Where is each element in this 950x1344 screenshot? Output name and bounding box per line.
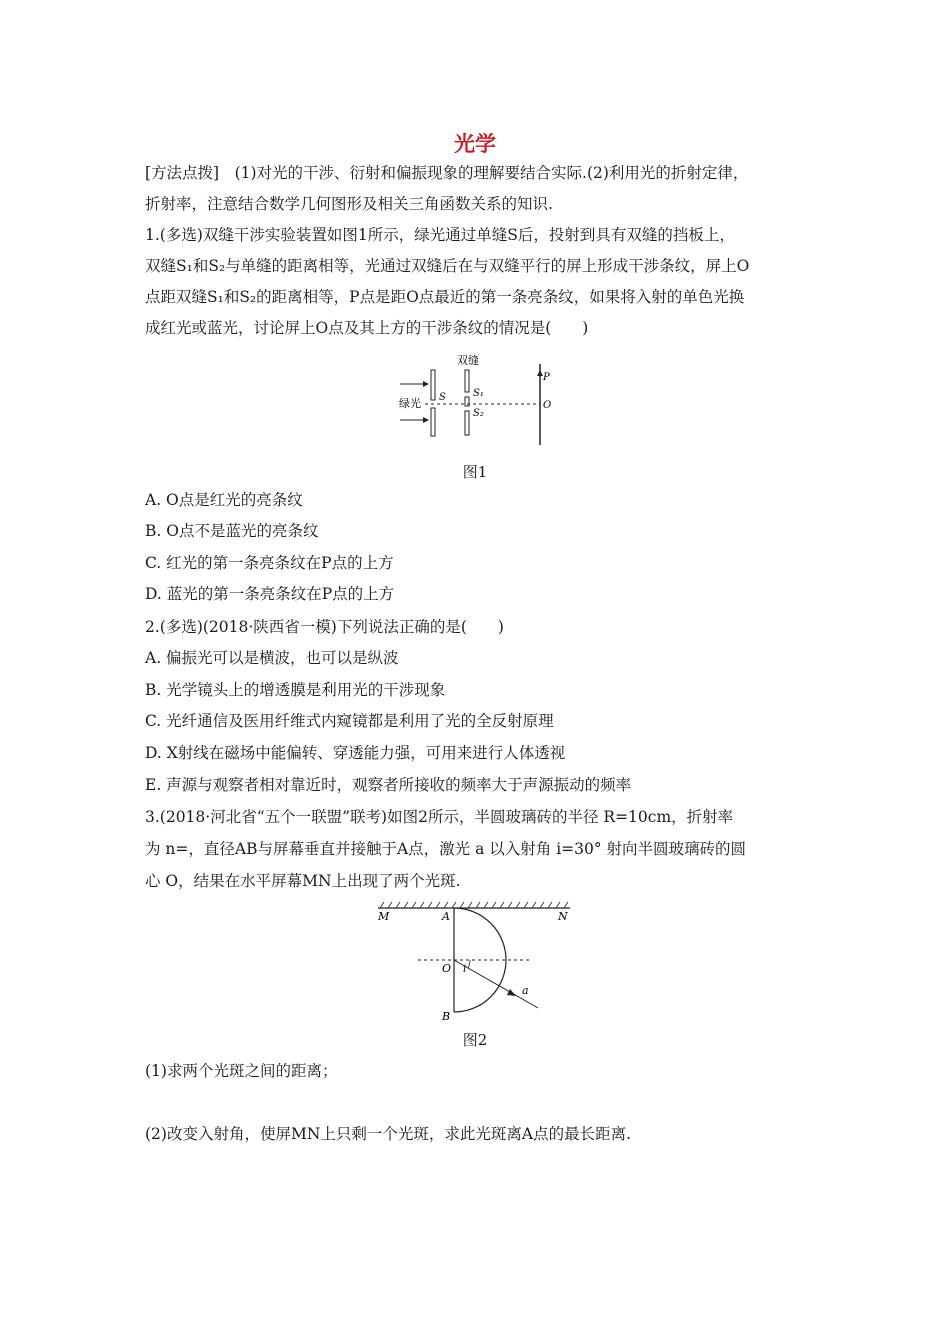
q3-sub-question-2: (2)改变入射角，使屏MN上只剩一个光斑，求此光斑离A点的最长距离. [145,1125,632,1143]
q1-stem-line-4: 成红光或蓝光，讨论屏上O点及其上方的干涉条纹的情况是( ) [145,319,589,337]
figure-2-caption: 图2 [462,1031,488,1049]
q2-stem: 2.(多选)(2018·陕西省一模)下列说法正确的是( ) [145,618,504,636]
q3-sub-question-1: (1)求两个光斑之间的距离； [145,1062,338,1080]
label-o-center: O [442,962,452,975]
label-p: P [543,372,550,383]
label-s1: S₁ [473,388,484,399]
label-double-slit: 双缝 [457,354,479,367]
method-tip-line-1: [方法点拨] (1)对光的干涉、衍射和偏振现象的理解要结合实际.(2)利用光的折射定律， [145,164,749,182]
method-tip-line-2: 折射率，注意结合数学几何图形及相关三角函数关系的知识. [145,195,553,213]
label-s: S [439,392,446,403]
figure-1-double-slit-diagram [395,350,565,450]
figure-1-caption: 图1 [462,463,488,481]
page-title: 光学 [454,131,496,156]
label-i-angle: i [463,964,467,975]
label-a-laser: a [522,984,529,997]
label-a-point: A [442,910,450,923]
label-green-light: 绿光 [399,397,421,410]
q2-option-a: A. 偏振光可以是横波，也可以是纵波 [145,649,399,667]
label-b-point: B [442,1010,451,1023]
q3-stem-line-2: 为 n=，直径AB与屏幕垂直并接触于A点，激光 a 以入射角 i=30° 射向半圆玻璃砖的圆 [145,840,747,858]
q1-stem-line-1: 1.(多选)双缝干涉实验装置如图1所示，绿光通过单缝S后，投射到具有双缝的挡板上， [145,226,735,244]
q2-option-e: E. 声源与观察者相对靠近时，观察者所接收的频率大于声源振动的频率 [145,776,632,794]
label-m: M [378,910,390,923]
q1-option-a: A. O点是红光的亮条纹 [145,491,303,509]
q1-option-c: C. 红光的第一条亮条纹在P点的上方 [145,554,394,572]
label-n: N [558,910,568,923]
q1-stem-line-2: 双缝S₁和S₂与单缝的距离相等，光通过双缝后在与双缝平行的屏上形成干涉条纹，屏上O [145,257,750,275]
q3-stem-line-3: 心 O，结果在水平屏幕MN上出现了两个光斑. [145,872,461,890]
q2-option-d: D. X射线在磁场中能偏转、穿透能力强，可用来进行人体透视 [145,744,566,762]
label-o: O [543,400,552,411]
q1-option-d: D. 蓝光的第一条亮条纹在P点的上方 [145,585,395,603]
q3-stem-line-1: 3.(2018·河北省“五个一联盟”联考)如图2所示，半圆玻璃砖的半径 R=10cm，折射率 [145,808,734,826]
q1-stem-line-3: 点距双缝S₁和S₂的距离相等，P点是距O点最近的第一条亮条纹，如果将入射的单色光换 [145,288,745,306]
figure-2-semicircle-glass-diagram [370,898,580,1023]
q2-option-c: C. 光纤通信及医用纤维式内窥镜都是利用了光的全反射原理 [145,712,554,730]
label-s2: S₂ [473,408,484,419]
q2-option-b: B. 光学镜头上的增透膜是利用光的干涉现象 [145,681,446,699]
q1-option-b: B. O点不是蓝光的亮条纹 [145,522,319,540]
